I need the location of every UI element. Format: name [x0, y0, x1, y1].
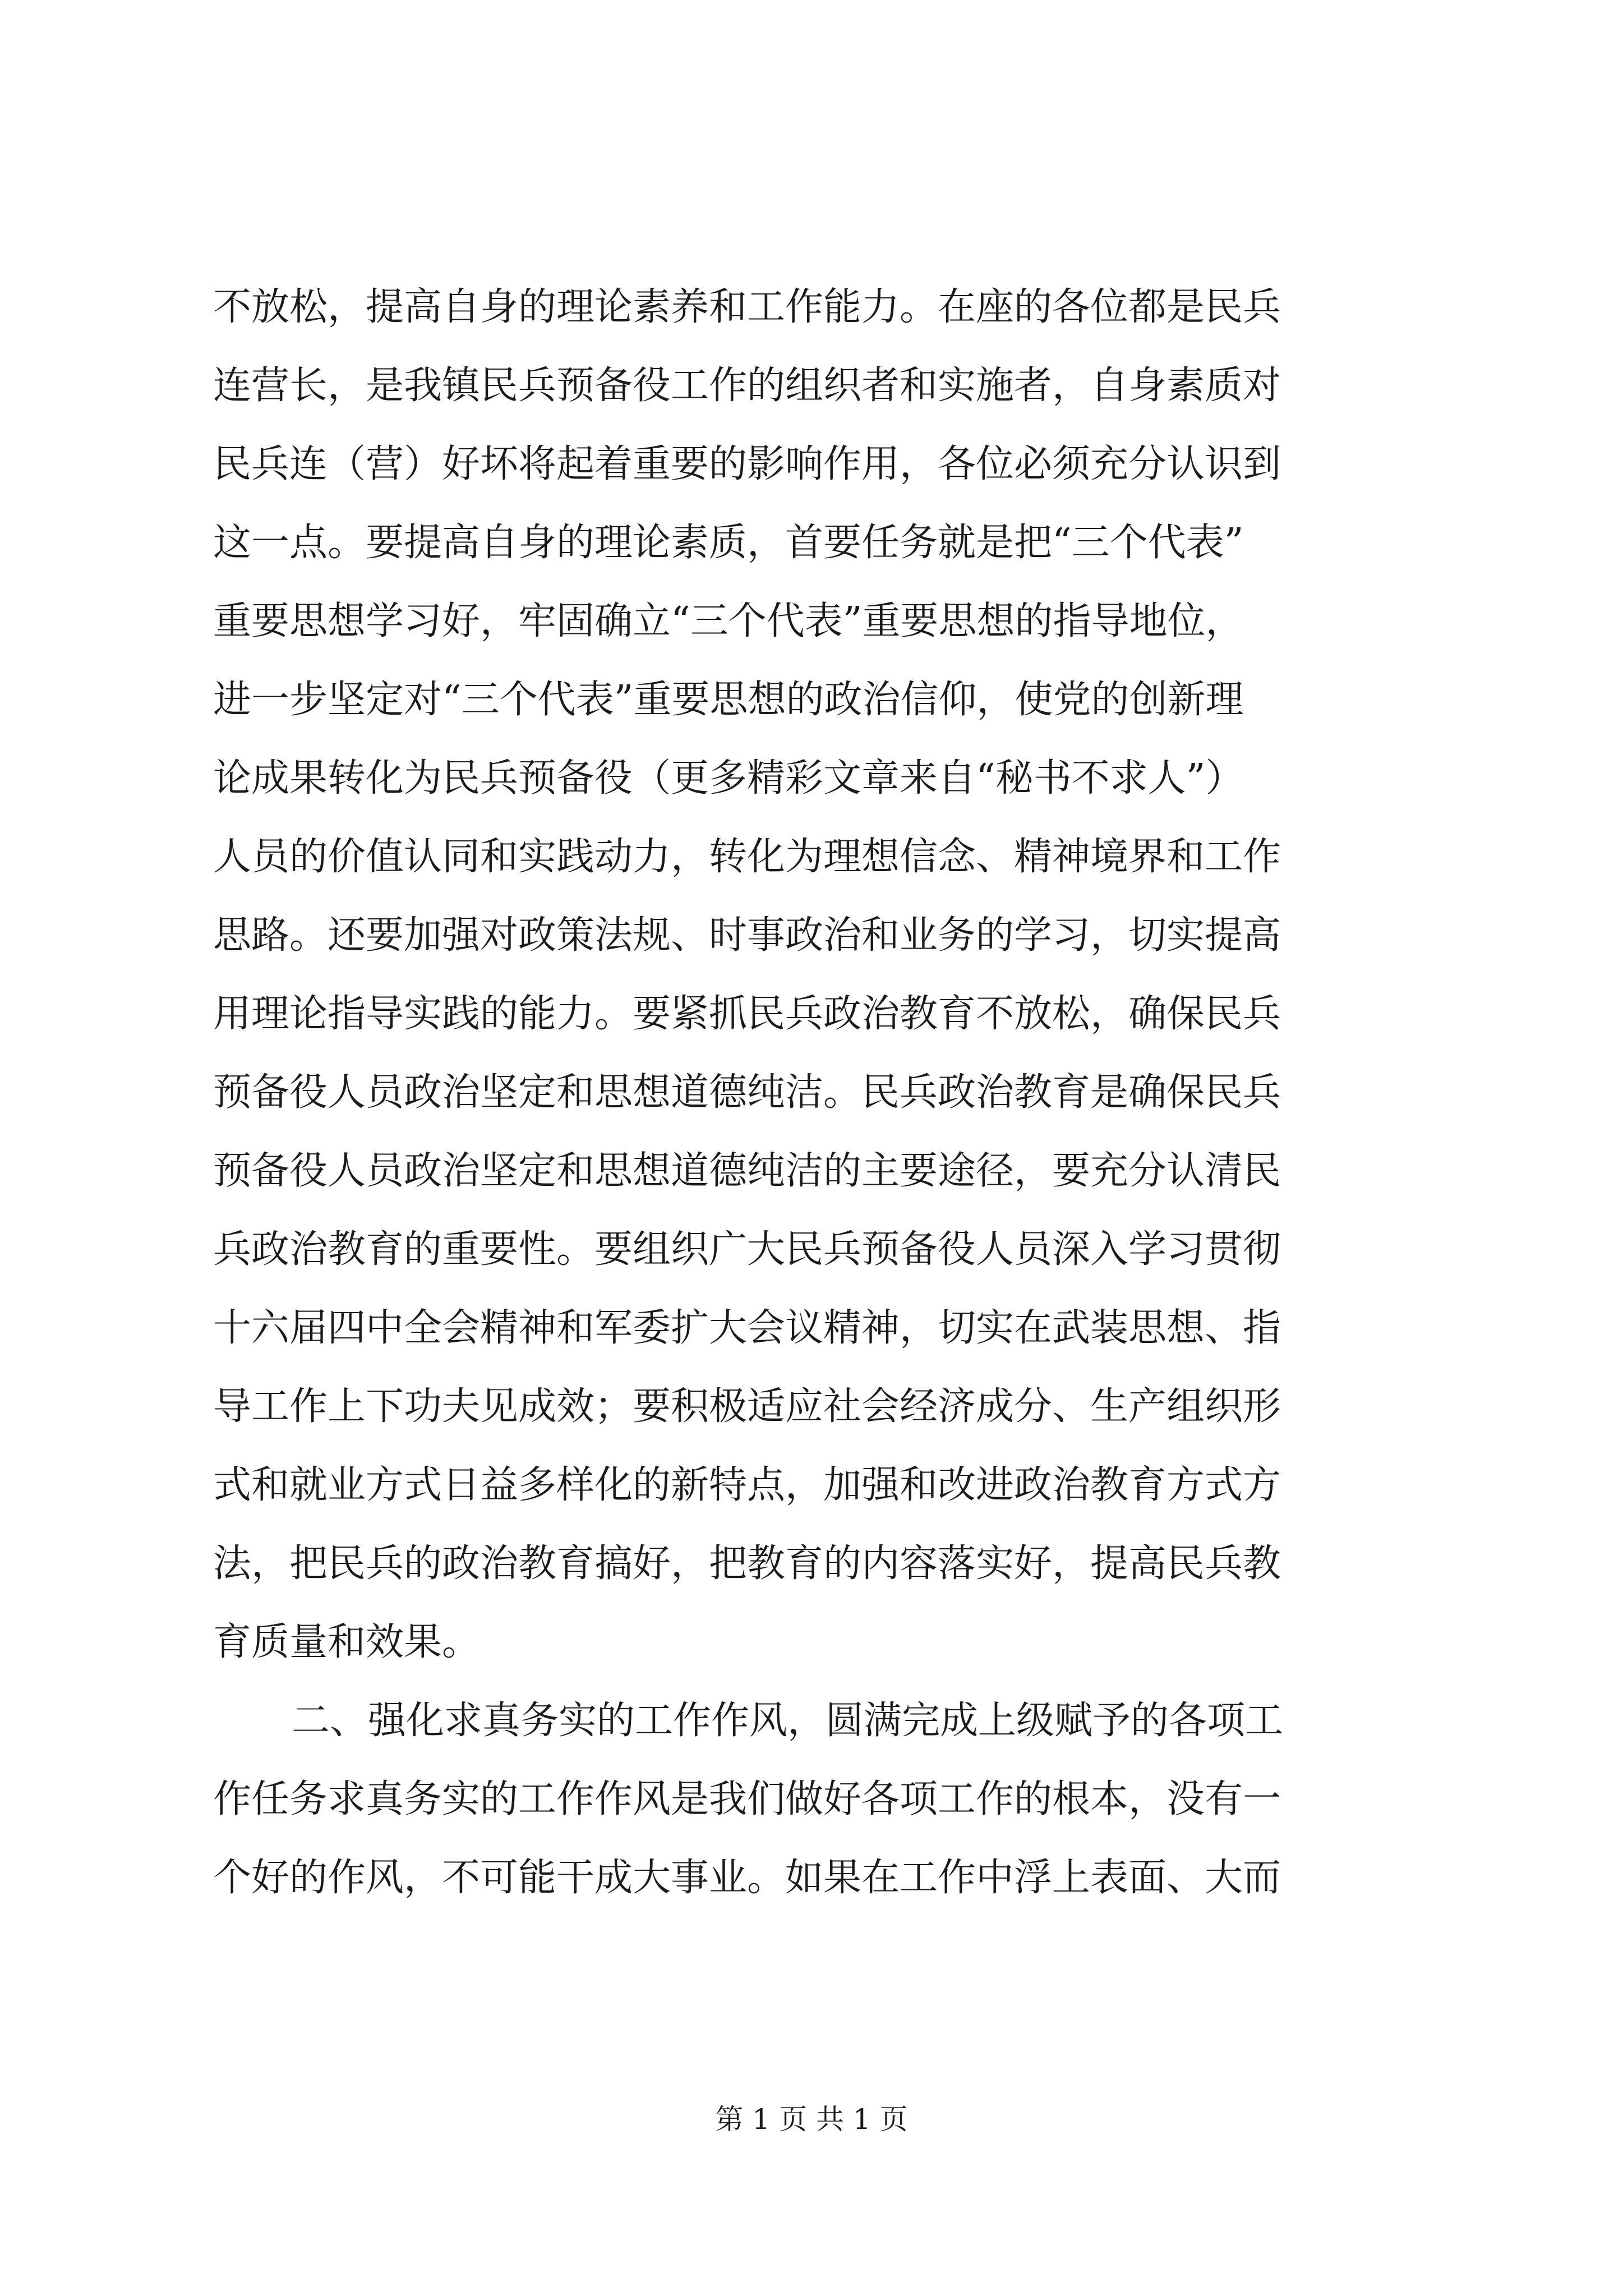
text-line: 不放松，提高自身的理论素养和工作能力。在座的各位都是民兵	[213, 285, 1281, 329]
text-line: 法，把民兵的政治教育搞好，把教育的内容落实好，提高民兵教	[213, 1542, 1281, 1586]
text-line: 个好的作风，不可能干成大事业。如果在工作中浮上表面、大而	[213, 1856, 1281, 1900]
text-line: 民兵连（营）好坏将起着重要的影响作用，各位必须充分认识到	[213, 442, 1281, 486]
text-line: 论成果转化为民兵预备役（更多精彩文章来自“秘书不求人”）	[213, 756, 1244, 800]
text-line: 重要思想学习好，牢固确立“三个代表”重要思想的指导地位，	[213, 599, 1244, 643]
text-line: 用理论指导实践的能力。要紧抓民兵政治教育不放松，确保民兵	[213, 992, 1281, 1036]
text-line: 人员的价值认同和实践动力，转化为理想信念、精神境界和工作	[213, 835, 1281, 879]
text-line: 预备役人员政治坚定和思想道德纯洁。民兵政治教育是确保民兵	[213, 1070, 1281, 1115]
text-line: 式和就业方式日益多样化的新特点，加强和改进政治教育方式方	[213, 1463, 1281, 1507]
text-line: 兵政治教育的重要性。要组织广大民兵预备役人员深入学习贯彻	[213, 1227, 1281, 1272]
document-body	[213, 268, 1424, 1917]
text-line: 这一点。要提高自身的理论素质，首要任务就是把“三个代表”	[213, 521, 1244, 565]
text-line: 连营长，是我镇民兵预备役工作的组织者和实施者，自身素质对	[213, 364, 1281, 408]
text-line: 十六届四中全会精神和军委扩大会议精神，切实在武装思想、指	[213, 1306, 1281, 1350]
page-number-label: 第 1 页 共 1 页	[715, 2103, 908, 2136]
text-line: 导工作上下功夫见成效；要积极适应社会经济成分、生产组织形	[213, 1384, 1281, 1429]
text-line: 育质量和效果。	[213, 1620, 481, 1664]
text-line: 作任务求真务实的工作作风是我们做好各项工作的根本，没有一	[213, 1777, 1281, 1821]
text-line: 预备役人员政治坚定和思想道德纯洁的主要途径，要充分认清民	[213, 1149, 1281, 1193]
text-line: 思路。还要加强对政策法规、时事政治和业务的学习，切实提高	[213, 913, 1281, 958]
text-line: 进一步坚定对“三个代表”重要思想的政治信仰，使党的创新理	[213, 678, 1244, 722]
page-footer	[0, 2097, 1623, 2137]
section-heading-line: 二、强化求真务实的工作作风，圆满完成上级赋予的各项工	[292, 1699, 1284, 1743]
